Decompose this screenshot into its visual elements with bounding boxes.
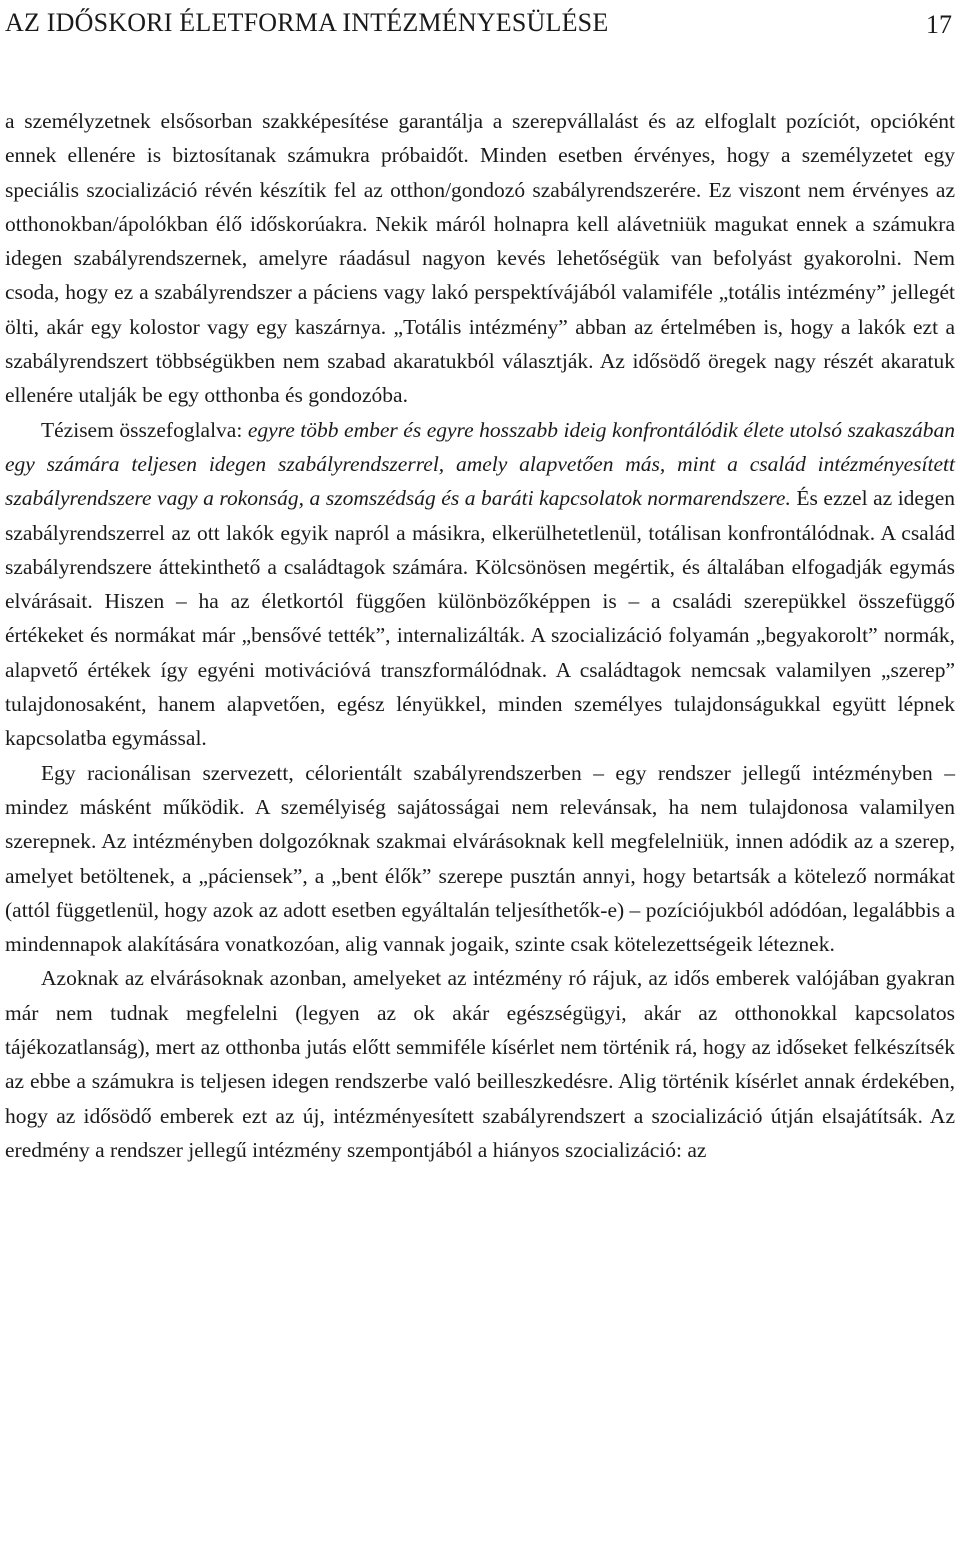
thesis-italic: egyre több ember és egyre hosszabb ideig konfrontálódik élete utolsó szakaszában egy számára teljesen idegen szabályrendszerrel, amely alapvetően más, mint a család intézményesített szabályrendszere vagy a rokonság, a szomszédság és a baráti kapcsolatok normarendszere. bbox=[5, 417, 956, 511]
paragraph-2 bbox=[5, 413, 955, 756]
page-number: 17 bbox=[926, 10, 952, 39]
running-header bbox=[5, 6, 952, 46]
running-title: AZ IDŐSKORI ÉLETFORMA INTÉZMÉNYESÜLÉSE bbox=[5, 8, 609, 37]
paragraph-1: a személyzetnek elsősorban szakképesítése garantálja a szerepvállalást és az elfoglalt pozíciót, opcióként ennek ellenére is biztosítanak számukra próbaidőt. Minden esetben érvényes, hogy a személyzetet egy speciális szocializáció révén készítik fel az otthon/gondozó szabályrendszerére. Ez viszont nem érvényes az otthonokban/ápolókban élő időskorúakra. Nekik máról holnapra kell alávetniük magukat ennek a számukra idegen szabályrendszernek, amelyre ráadásul nagyon kevés lehetőségük van befolyást gyakorolni. Nem csoda, hogy ez a szabályrendszer a páciens vagy lakó perspektívájából valamiféle „totális intézmény” jellegét ölti, akár egy kolostor vagy egy kaszárnya. „Totális intézmény” abban az értelmében is, hogy a lakók ezt a szabályrendszert többségükben nem szabad akaratukból választják. Az idősödő öregek nagy részét akaratuk ellenére utalják be egy otthonba és gondozóba. bbox=[5, 109, 955, 408]
body-text bbox=[5, 104, 955, 1167]
paragraph-3: Egy racionálisan szervezett, célorientált szabályrendszerben – egy rendszer jellegű intézményben – mindez másként működik. A személyiség sajátosságai nem relevánsak, ha nem tulajdonosa valamilyen szerepnek. Az intézményben dolgozóknak szakmai elvárásoknak kell megfelelniük, innen adódik az a szerep, amelyet betöltenek, a „páciensek”, a „bent élők” szerepe pusztán annyi, hogy betartsák a kötelező normákat (attól függetlenül, hogy azok az adott esetben egyáltalán teljesíthetők-e) – pozíciójukból adódóan, legalábbis a mindennapok alakítására vonatkozóan, alig vannak jogaik, szinte csak kötelezettségeik léteznek. bbox=[5, 760, 955, 957]
paragraph-4: Azoknak az elvárásoknak azonban, amelyeket az intézmény ró rájuk, az idős emberek valójában gyakran már nem tudnak megfelelni (legyen az ok akár egészségügyi, akár az otthonokkal kapcsolatos tájékozatlanság), mert az otthonba jutás előtt semmiféle kísérlet nem történik rá, hogy az időseket felkészítsék az ebbe a számukra is teljesen idegen rendszerbe való beilleszkedésre. Alig történik kísérlet annak érdekében, hogy az idősödő emberek ezt az új, intézményesített szabályrendszert a szocializáció útján elsajátítsák. Az eredmény a rendszer jellegű intézmény szempontjából a hiányos szocializáció: az bbox=[5, 966, 955, 1162]
thesis-lead: Tézisem összefoglalva: bbox=[41, 417, 248, 442]
paragraph-2-rest: És ezzel az idegen szabályrendszerrel az ott lakók egyik napról a másikra, elkerülhetetlenül, totálisan konfrontálódnak. A család szabályrendszere áttekinthető a családtagok számára. Kölcsönösen megértik, és általában elfogadják egymás elvárásait. Hiszen – ha az életkortól függően különbözőképpen is – a családi szerepükkel összefüggő értékeket és normákat már „bensővé tették”, internalizálták. A szocializáció folyamán „begyakorolt” normák, alapvető értékek így egyéni motivációvá transzformálódnak. A családtagok nemcsak valamilyen „szerep” tulajdonosaként, hanem alapvetően, egész lényükkel, minden személyes tulajdonságukkal együtt lépnek kapcsolatba egymással. bbox=[5, 486, 956, 751]
